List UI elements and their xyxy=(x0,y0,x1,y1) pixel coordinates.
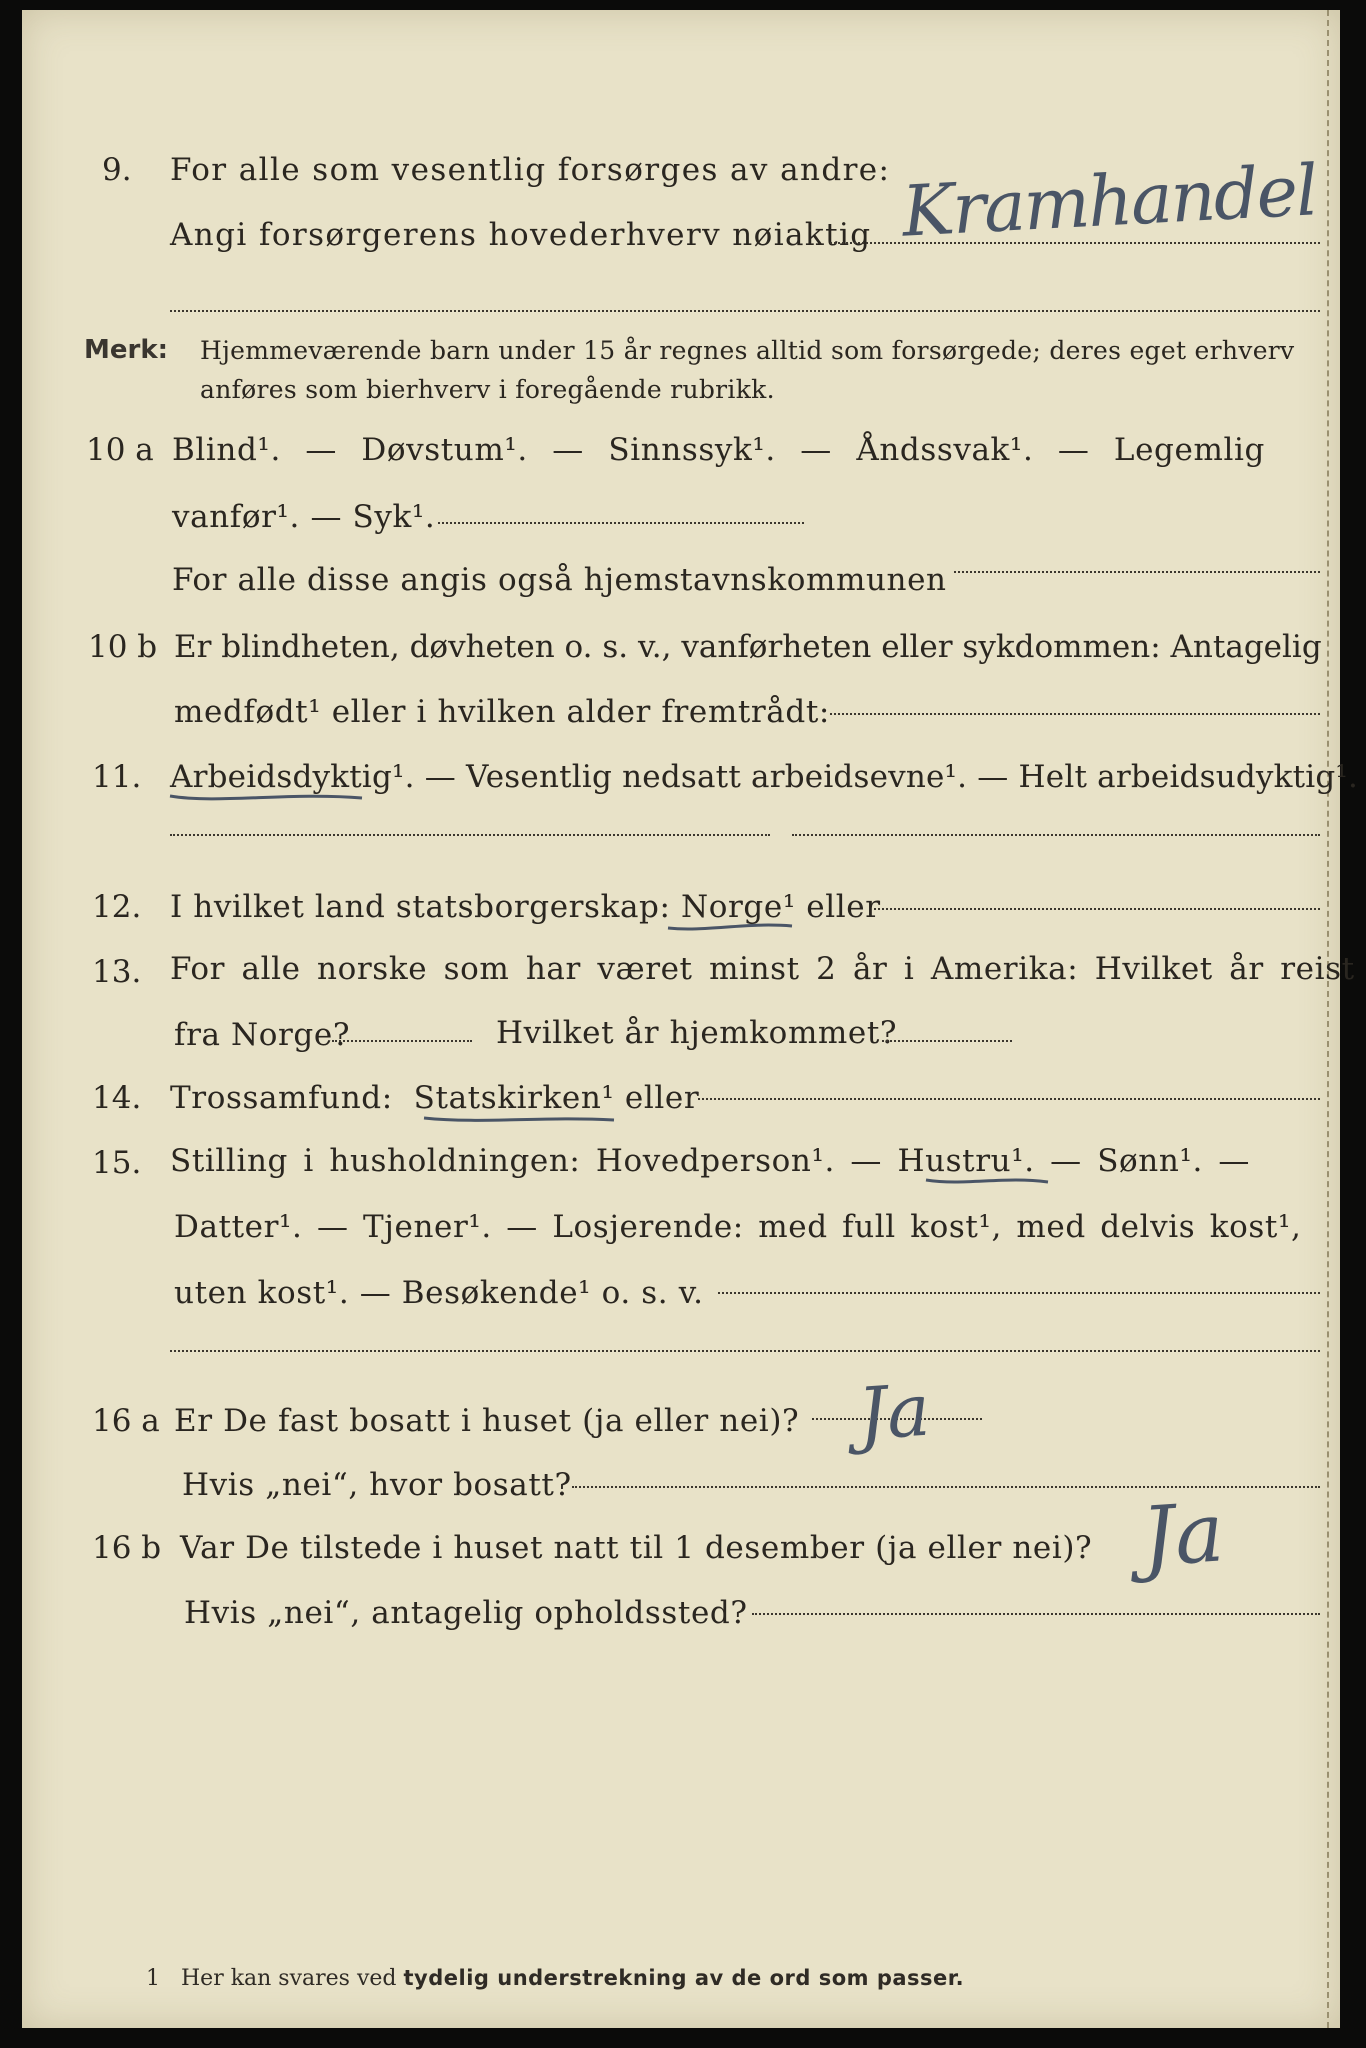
q15-hovedperson: Stilling i husholdningen: Hovedperson¹. — xyxy=(170,1143,882,1179)
q13-number: 13. xyxy=(92,954,142,990)
q10a-line1: Blind¹. — Døvstum¹. — Sinnssyk¹. — Åndssvak¹. — Legemlig xyxy=(172,432,1265,468)
q9-extra-line xyxy=(170,310,1320,312)
q14-number: 14. xyxy=(92,1080,142,1116)
q16a-number: 16 a xyxy=(92,1403,160,1439)
q13-line2-a: fra Norge? xyxy=(174,1017,351,1053)
q14-underline-mark xyxy=(422,1110,622,1130)
footnote-text-a: Her kan svares ved xyxy=(180,1966,397,1991)
q14-question: Trossamfund: xyxy=(170,1080,393,1116)
q10a-line2: vanfør¹. — Syk¹. xyxy=(172,499,436,535)
merk-line2: anføres som bierhverv i foregående rubrikk. xyxy=(200,375,775,404)
q16a-handwritten-answer: Ja xyxy=(855,1367,933,1457)
q12-question: I hvilket land statsborgerskap: xyxy=(170,889,671,925)
q11-options-rest: ¹. — Vesentlig nedsatt arbeidsevne¹. — Helt arbeidsudyktig¹. xyxy=(392,759,1359,795)
q16b-opholdssted-line xyxy=(752,1613,1320,1615)
q15-option-hustru: Hustru xyxy=(897,1143,1012,1179)
q11-line1 xyxy=(170,759,1359,795)
q12-number: 12. xyxy=(92,889,142,925)
q10a-answer-line xyxy=(438,522,804,524)
q15-line1 xyxy=(170,1143,1250,1179)
footnote-marker: 1 xyxy=(146,1966,160,1991)
merk-line1: Hjemmeværende barn under 15 år regnes alltid som forsørgede; deres eget erhverv xyxy=(200,336,1295,365)
q11-number: 11. xyxy=(92,759,142,795)
q15-extra-line xyxy=(170,1350,1320,1352)
q10b-line1: Er blindheten, døvheten o. s. v., vanførheten eller sykdommen: Antagelig xyxy=(174,629,1322,665)
q9-line2: Angi forsørgerens hovederhverv nøiaktig xyxy=(170,217,872,253)
census-form-page xyxy=(22,10,1359,2028)
q16b-handwritten-answer: Ja xyxy=(1138,1485,1227,1586)
q16b-line2: Hvis „nei“, antagelig opholdssted? xyxy=(184,1595,748,1631)
q10a-number: 10 a xyxy=(86,432,154,468)
q16a-line2: Hvis „nei“, hvor bosatt? xyxy=(182,1467,572,1503)
q9-number: 9. xyxy=(102,152,132,188)
q15-line3: uten kost¹. — Besøkende¹ o. s. v. xyxy=(174,1275,704,1311)
q14-option-statskirken: Statskirken xyxy=(413,1080,602,1116)
q11-underline-mark xyxy=(168,790,368,810)
footnote xyxy=(146,1966,964,1991)
perforated-edge xyxy=(1327,10,1331,2028)
q15-underline-mark xyxy=(924,1172,1054,1192)
footnote-text-b: tydelig understrekning av de ord som passer. xyxy=(403,1966,965,1990)
q12-answer-line xyxy=(874,908,1320,910)
q15-answer-line xyxy=(718,1292,1320,1294)
q9-line1: For alle som vesentlig forsørges av andre: xyxy=(170,152,891,188)
q15-number: 15. xyxy=(92,1145,142,1181)
q16b-line1: Var De tilstede i huset natt til 1 desember (ja eller nei)? xyxy=(180,1530,1093,1566)
q14-option-eller: ¹ eller xyxy=(601,1080,700,1116)
q11-option-arbeidsdyktig: Arbeidsdyktig xyxy=(170,759,393,795)
q15-sonn: ¹. — Sønn¹. — xyxy=(1011,1143,1250,1179)
q11-answer-line-left xyxy=(170,834,770,836)
q12-option-eller: ¹ eller xyxy=(782,889,881,925)
merk-label: Merk: xyxy=(84,335,169,365)
q15-line2: Datter¹. — Tjener¹. — Losjerende: med full kost¹, med delvis kost¹, xyxy=(174,1209,1302,1245)
q12-option-norge: Norge xyxy=(681,889,783,925)
q14-answer-line xyxy=(698,1098,1320,1100)
q11-answer-line-right xyxy=(792,834,1320,836)
q12-underline-mark xyxy=(666,918,796,938)
q16a-line1: Er De fast bosatt i huset (ja eller nei)? xyxy=(174,1403,800,1439)
q13-hjemkommet-line xyxy=(882,1040,1012,1042)
q10b-number: 10 b xyxy=(88,629,158,665)
q10b-answer-line xyxy=(830,713,1320,715)
q13-reist-line xyxy=(332,1040,472,1042)
q10a-line3: For alle disse angis også hjemstavnskommunen xyxy=(172,562,947,598)
q9-handwritten-answer: Kramhandel xyxy=(900,149,1319,253)
q16b-number: 16 b xyxy=(92,1530,162,1566)
q10a-municipality-line xyxy=(954,571,1320,573)
q10b-line2: medfødt¹ eller i hvilken alder fremtrådt: xyxy=(174,694,830,730)
q13-line1: For alle norske som har været minst 2 år i Amerika: Hvilket år reist xyxy=(170,951,1355,987)
q13-line2-b: Hvilket år hjemkommet? xyxy=(496,1015,898,1051)
